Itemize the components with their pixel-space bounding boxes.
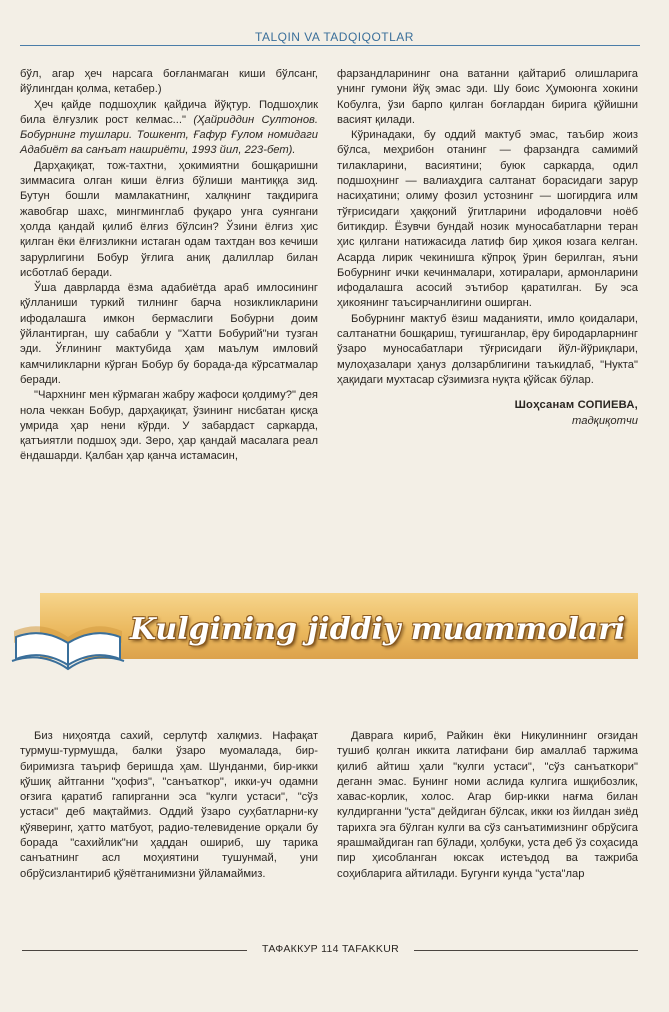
author-role: тадқиқотчи bbox=[572, 414, 638, 427]
paragraph: Биз ниҳоятда сахий, серлутф халқмиз. Нафақат турмуш-турмушда, балки ўзаро муомалада, бир-биримизга таъриф беришда ҳам. Шунданми, бир-икки қўшиқ айтганни "ҳофиз", "санъаткор", икки-уч одамни оғзига қаратиб гапирганни эса "кулги устаси", "сўз устаси" деб мақтаймиз. Оддий ўзаро суҳбатларни-ку қўяверинг, ҳатто матбуот, радио-телевидение орқали бу борада "сахийлик"ни ҳаддан ошириб, шу тарика санъатнинг асл моҳиятини тушунмай, уни обрўсизлантириб қўяётганимизни ўйламаймиз. bbox=[20, 730, 318, 880]
paragraph bbox=[20, 98, 318, 159]
author-name: Шоҳсанам СОПИЕВА, bbox=[514, 399, 638, 412]
paragraph: Даврага кириб, Райкин ёки Никулиннинг оғзидан тушиб қолган иккита латифани бир амаллаб таржима қилиб айтиш ҳали "кулги устаси", "сўз санъаткори" деганн эмас. Бунинг номи аслида кулгига ишқибозлик, хавас-корлик, холос. Агар бир-икки нағма билан кулдирганни "уста" дейдиган бўлсак, икки юз йилдан зиёд тарихга эга бўлган кулги ва сўз санъатимизнинг обрўсига ярашмайдиган гап бўлади, ҳолбуки, уста деб ўз соҳасида пир ҳисобланган юксак истеъдод ва тажриба соҳибларига айтилади. Бугунги кунда "уста"лар bbox=[337, 730, 638, 880]
footer-divider-left bbox=[22, 950, 247, 951]
open-book-icon bbox=[8, 597, 128, 675]
page-footer: ТАФАККУР 114 TAFAKKUR bbox=[261, 943, 400, 955]
paragraph: Кўринадаки, бу оддий мактуб эмас, таъбир жоиз бўлса, меҳрибон отанинг — фарзандга самимий тилакларини, васиятини; буюк саркарда, одил подшоҳнинг — валиаҳдига салтанат борасидаги зарур насиҳатини; олиму фозил устознинг — шогирдига илм тўғрисидаги ҳаққоний ўгитларини ифодаловчи ноёб битикдир. Ёзувчи бундай нозик муносабатларни теран ҳис қилгани натижасида латиф бир ҳикоя юзага келган. Асарда лирик чекинишга кўпроқ ўрин берилган, яъни Бобурнинг ички кечинмалари, хотиралари, армонларини ифодалашга асосий эътибор қаратилган. Бу эса ҳикоянинг таъсирчанлигини оширган. bbox=[337, 129, 638, 310]
paragraph: "Чархнинг мен кўрмаган жабру жафоси қолдиму?" дея нола чеккан Бобур, дарҳақиқат, ўзининг нисбатан қисқа умрида ҳар нени кўрди. У забардаст саркарда, қатъиятли подшоҳ эди. Зеро, ҳар қандай масалага реал ёндашарди. Қалбан ҳар қанча истамасин, bbox=[20, 389, 318, 463]
section-title: TALQIN VA TADQIQOTLAR bbox=[255, 30, 414, 44]
quote-text: Ҳеч қайде подшоҳлик қайдича йўқтур. Подшоҳлик била ёлғузлик рост келмас..." bbox=[20, 98, 318, 126]
header-divider bbox=[20, 45, 640, 46]
paragraph: фарзандларининг она ватанни қайтариб олишларига унинг гумони йўқ эмас эди. Шу боис Ҳумоюнга хокини Кобулга, ўзи барпо қилган боғлардан бирига қўйишни васият қилади. bbox=[337, 68, 638, 126]
paragraph: бўл, агар ҳеч нарсага боғланмаган киши бўлсанг, йўлингдан қолма, кетабер.) bbox=[20, 68, 318, 96]
citation: (Ҳайриддин Султонов. Бобурнинг тушлари. Тошкент, Ғафур Ғулом номидаги Адабиёт ва санъат нашриёти, 1993 йил, 223-бет). bbox=[20, 113, 318, 157]
paragraph: Ўша даврларда ёзма адабиётда араб имлосининг қўлланиши туркий тилнинг барча нозикликларини ифодалашга имкон бермаслиги Бобурни доим ўйлантирган, шу сабабли у "Хатти Бобурий"ни тузган эди. Ўғлининг мактубида ҳам маълум имловий камчиликларни кўрган Бобур бу борада-да кўрсатмалар беради. bbox=[20, 282, 318, 386]
article-column-left-bottom bbox=[20, 729, 318, 882]
article-column-right-bottom bbox=[337, 729, 638, 882]
article-column-right-top bbox=[337, 67, 638, 429]
banner-heading: Kulgining jiddiy muammolari bbox=[130, 612, 626, 647]
paragraph: Дарҳақиқат, тож-тахтни, ҳокимиятни бошқаришни зиммасига олган киши ёлғиз бўлиши мантиққа зид. Бутун бошли мамлакатнинг, халқнинг тақдирига жавобгар шахс, мингминглаб фуқаро унга суянгани ҳолда қандай қилиб ёлғиз бўлсин? Ўзини ёлғиз ҳис қилган ёки ёлғизликни истаган одам тахтдан воз кечиши зарурлигини Бобур ўғлига аниқ далиллар билан исботлаб беради. bbox=[20, 159, 318, 279]
paragraph: Бобурнинг мактуб ёзиш маданияти, имло қоидалари, салтанатни бошқариш, туғишганлар, ёру биродарларнинг ўзаро муносабатлари тўғрисидаги йўл-йўриқлари, мулоҳазалари ҳануз долзарблигини таъкидлаб, "Нукта" ҳақидаги мухтасар сўзимизга нуқта қўйсак бўлар. bbox=[337, 312, 638, 386]
article-column-left-top bbox=[20, 67, 318, 465]
footer-divider-right bbox=[414, 950, 638, 951]
